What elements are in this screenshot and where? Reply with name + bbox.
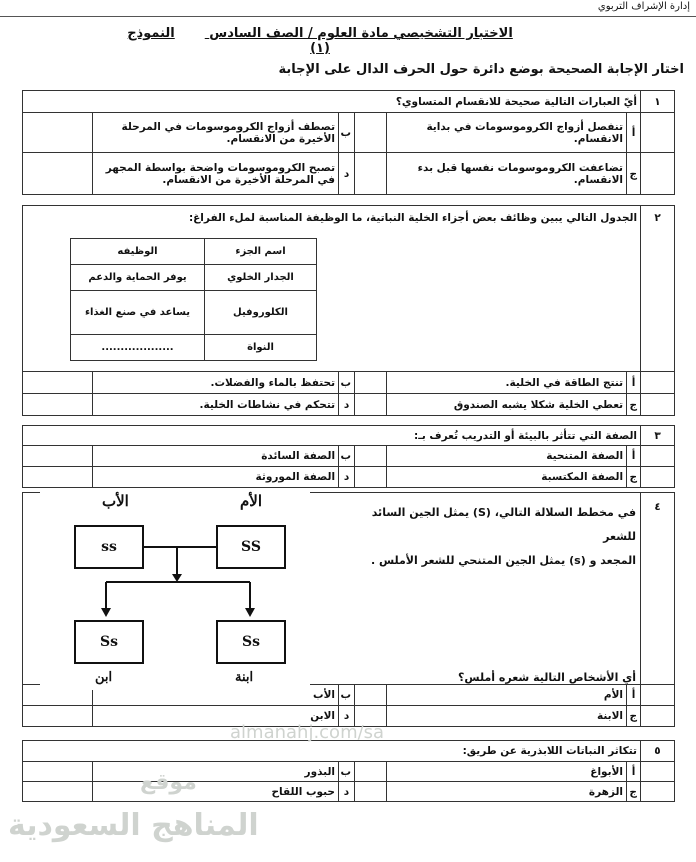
- father-label: الأب: [102, 492, 129, 510]
- option-text: الأم: [387, 685, 627, 706]
- table-cell: الجدار الخلوي: [205, 265, 317, 291]
- stem-line-2: المجعد و (s) يمثل الجين المتنحي للشعر الأملس .: [370, 554, 637, 567]
- son-arrow: [101, 608, 111, 617]
- option-text: الأب: [93, 685, 339, 706]
- daughter-box: Ss: [216, 620, 286, 664]
- question-3-table: [22, 425, 675, 488]
- question-number: ٣: [641, 426, 675, 446]
- option-letter[interactable]: ب: [339, 113, 355, 153]
- option-text: الابن: [93, 706, 339, 727]
- question-stem: الجدول التالي يبين وظائف بعض أجزاء الخلية النباتية، ما الوظيفة المناسبة لملء الفراغ:: [23, 206, 641, 372]
- title-model: النموذج (١): [127, 26, 330, 56]
- option-letter[interactable]: ج: [627, 467, 641, 488]
- option-letter[interactable]: أ: [627, 446, 641, 467]
- option-text: الصفة السائدة: [93, 446, 339, 467]
- question-1-table: [22, 90, 675, 195]
- option-letter[interactable]: ج: [627, 782, 641, 802]
- option-text: تعطي الخلية شكلا يشبه الصندوق: [387, 394, 627, 416]
- question-5-table: [22, 740, 675, 802]
- option-letter[interactable]: ج: [627, 394, 641, 416]
- option-letter[interactable]: أ: [627, 762, 641, 782]
- option-text: الصفة المتنحية: [387, 446, 627, 467]
- cell-parts-table: [70, 238, 317, 361]
- header-bar: [0, 0, 696, 17]
- question-stem: الصفة التي تتأثر بالبيئة أو التدريب تُعرف بـ:: [23, 426, 641, 446]
- question-number: ٢: [641, 206, 675, 372]
- option-letter[interactable]: د: [339, 394, 355, 416]
- option-text: تنفصل أزواج الكروموسومات في بداية الانقسام.: [387, 113, 627, 153]
- option-text: تصبح الكروموسومات واضحة بواسطة المجهر في المرحلة الأخيرة من الانقسام.: [93, 153, 339, 195]
- pedigree-chart: [40, 490, 310, 690]
- option-letter[interactable]: ج: [627, 153, 641, 195]
- option-letter[interactable]: ب: [339, 762, 355, 782]
- option-text: الصفة الموروثة: [93, 467, 339, 488]
- table-header: اسم الجزء: [205, 239, 317, 265]
- option-text: البذور: [93, 762, 339, 782]
- table-cell: ...................: [71, 335, 205, 361]
- sub-question: أي الأشخاص التالية شعره أملس؟: [458, 671, 637, 684]
- question-stem: تتكاثر النباتات اللابذرية عن طريق:: [23, 741, 641, 762]
- option-text: الصفة المكتسبة: [387, 467, 627, 488]
- option-text: الزهرة: [387, 782, 627, 802]
- question-number: ١: [641, 91, 675, 113]
- question-number: ٥: [641, 741, 675, 762]
- option-letter[interactable]: ب: [339, 372, 355, 394]
- option-letter[interactable]: ب: [339, 446, 355, 467]
- option-letter[interactable]: أ: [627, 113, 641, 153]
- daughter-label: ابنة: [235, 670, 254, 685]
- option-letter[interactable]: ب: [339, 685, 355, 706]
- stem-line-1: في مخطط السلالة التالي، (S) يمثل الجين السائد للشعر: [371, 506, 637, 543]
- table-header: الوظيفه: [71, 239, 205, 265]
- option-letter[interactable]: د: [339, 706, 355, 727]
- daughter-arrow: [245, 608, 255, 617]
- option-text: الأبواغ: [387, 762, 627, 782]
- watermark-line-1: موقع: [140, 770, 197, 795]
- option-text: الابنة: [387, 706, 627, 727]
- page-title: [120, 26, 520, 56]
- option-letter[interactable]: د: [339, 782, 355, 802]
- question-number: ٤: [641, 493, 675, 685]
- father-box: ss: [74, 525, 144, 569]
- instruction-text: اختار الإجابة الصحيحة بوضع دائرة حول الحرف الدال على الإجابة: [278, 62, 684, 77]
- table-cell: يساعد في صنع الغذاء: [71, 291, 205, 335]
- option-letter[interactable]: ج: [627, 706, 641, 727]
- option-text: تضاعفت الكروموسومات نفسها قبل بدء الانقسام.: [387, 153, 627, 195]
- table-cell: النواة: [205, 335, 317, 361]
- descent-arrow: [172, 574, 182, 582]
- mother-box: SS: [216, 525, 286, 569]
- son-box: Ss: [74, 620, 144, 664]
- mother-label: الأم: [240, 492, 263, 510]
- watermark-line-2: المناهج السعودية: [8, 808, 259, 843]
- option-text: تتحكم في نشاطات الخلية.: [93, 394, 339, 416]
- question-stem: أيّ العبارات التالية صحيحة للانقسام المتساوي؟: [23, 91, 641, 113]
- option-letter[interactable]: أ: [627, 685, 641, 706]
- option-text: حبوب اللقاح: [93, 782, 339, 802]
- son-label: ابن: [95, 670, 113, 685]
- option-letter[interactable]: أ: [627, 372, 641, 394]
- department-label: إدارة الإشراف التربوي: [597, 1, 690, 12]
- option-text: تصطف أزواج الكروموسومات في المرحلة الأخيرة من الانقسام.: [93, 113, 339, 153]
- option-letter[interactable]: د: [339, 467, 355, 488]
- title-prefix: الاختبار التشخيصي مادة العلوم / الصف السادس: [209, 26, 513, 41]
- watermark-url: almanahj.com/sa: [230, 722, 385, 743]
- option-text: تنتج الطاقة في الخلية.: [387, 372, 627, 394]
- question-stem: [366, 501, 636, 573]
- table-cell: يوفر الحماية والدعم: [71, 265, 205, 291]
- option-text: تحتفظ بالماء والفضلات.: [93, 372, 339, 394]
- table-cell: الكلوروفيل: [205, 291, 317, 335]
- option-letter[interactable]: د: [339, 153, 355, 195]
